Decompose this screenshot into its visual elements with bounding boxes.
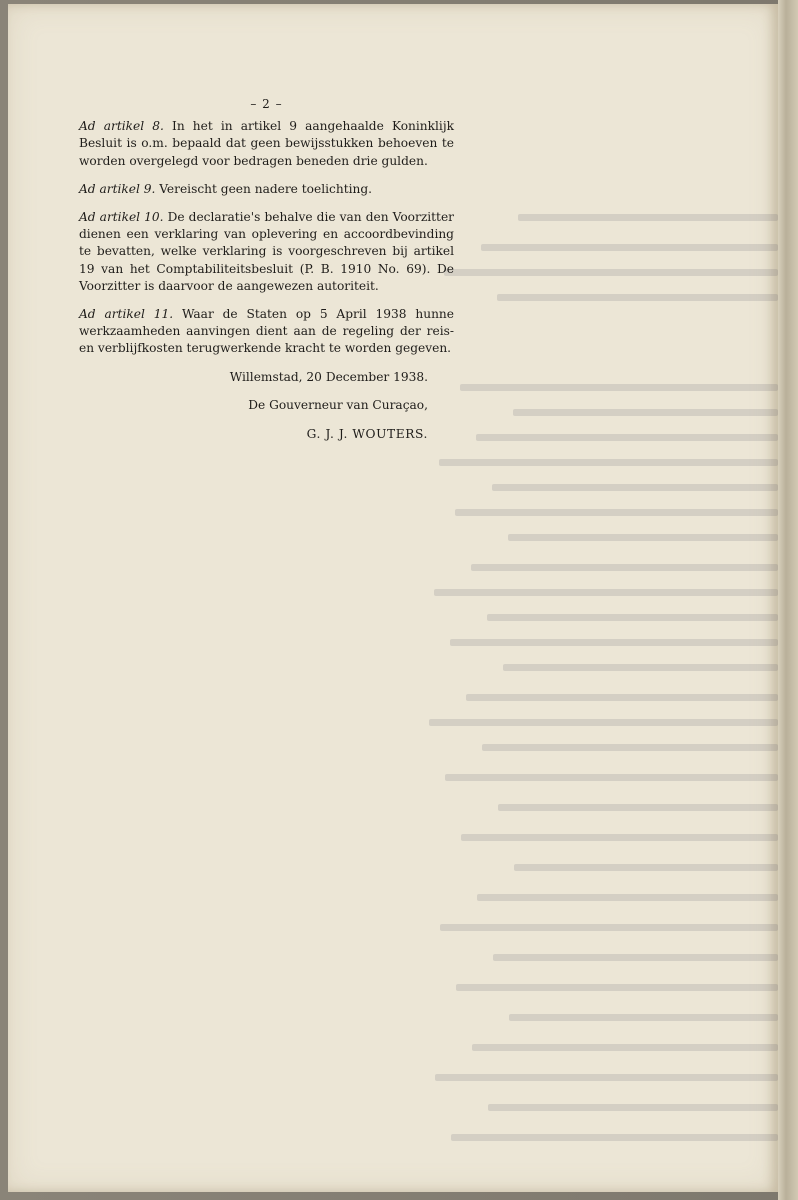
bleed-heading — [528, 102, 778, 137]
bleed-line — [488, 1104, 778, 1111]
bleed-line — [429, 719, 778, 726]
governor-title: De Gouverneur van Curaçao, — [248, 397, 428, 412]
bleed-line — [435, 1074, 778, 1081]
article-8-explanation — [79, 118, 454, 170]
bleed-line — [492, 484, 778, 491]
bleed-line — [434, 589, 778, 596]
page-number: – 2 – — [250, 97, 283, 111]
place-and-date: Willemstad, 20 December 1938. — [229, 369, 428, 384]
bleed-line — [477, 894, 778, 901]
bleed-line — [518, 214, 778, 221]
article-8-label: Ad artikel 8. — [79, 119, 164, 134]
article-11-text: Waar de Staten op 5 April 1938 hunne werkzaamheden aanvingen dient aan de regeling der reis- en verblijfkosten terugwerkende kracht te worden gegeven. — [79, 307, 454, 356]
document-body — [79, 96, 454, 443]
bleed-line — [439, 459, 778, 466]
bleed-line — [497, 294, 778, 301]
bleed-line — [498, 804, 778, 811]
signatory-name: G. J. J. WOUTERS. — [306, 427, 428, 442]
bleed-line — [472, 1044, 778, 1051]
bleed-line — [476, 434, 778, 441]
article-10-label: Ad artikel 10. — [79, 210, 164, 225]
bleed-line — [508, 534, 778, 541]
bleed-line — [487, 614, 778, 621]
article-10-explanation — [79, 209, 454, 295]
bleed-line — [466, 694, 778, 701]
bleed-line — [460, 384, 778, 391]
bleed-line — [482, 744, 778, 751]
article-11-label: Ad artikel 11. — [79, 307, 174, 322]
article-11-explanation — [79, 306, 454, 358]
article-8-text: In het in artikel 9 aangehaalde Koninklijk Besluit is o.m. bepaald dat geen bewijsstukken behoeven te worden overgelegd voor bedragen beneden drie gulden. — [79, 119, 454, 168]
article-9-explanation — [79, 181, 454, 198]
bleed-line — [481, 244, 778, 251]
article-9-label: Ad artikel 9. — [79, 181, 156, 196]
bleed-line — [471, 564, 778, 571]
adjacent-page-edge — [778, 0, 798, 1200]
bleed-line — [456, 984, 778, 991]
bleed-line — [444, 269, 778, 276]
bleed-line — [461, 834, 778, 841]
bleed-line — [509, 1014, 778, 1021]
article-10-text: De declaratie's behalve die van den Voorzitter dienen een verklaring van oplevering en accoordbevinding te bevatten, welke verklaring is voorgeschreven bij artikel 19 van het Comptabiliteitsbesluit (P. B. 1910 No. 69). De Voorzitter is daarvoor de aangewezen autoriteit. — [79, 210, 454, 293]
bleed-line — [455, 509, 778, 516]
bleed-line — [493, 954, 778, 961]
bleed-line — [440, 924, 778, 931]
bleed-line — [445, 774, 778, 781]
article-9-text: Vereischt geen nadere toelichting. — [159, 181, 373, 196]
bleed-line — [451, 1134, 778, 1141]
bleed-line — [514, 864, 778, 871]
bleed-line — [513, 409, 778, 416]
bleed-line — [503, 664, 778, 671]
bleed-line — [450, 639, 778, 646]
